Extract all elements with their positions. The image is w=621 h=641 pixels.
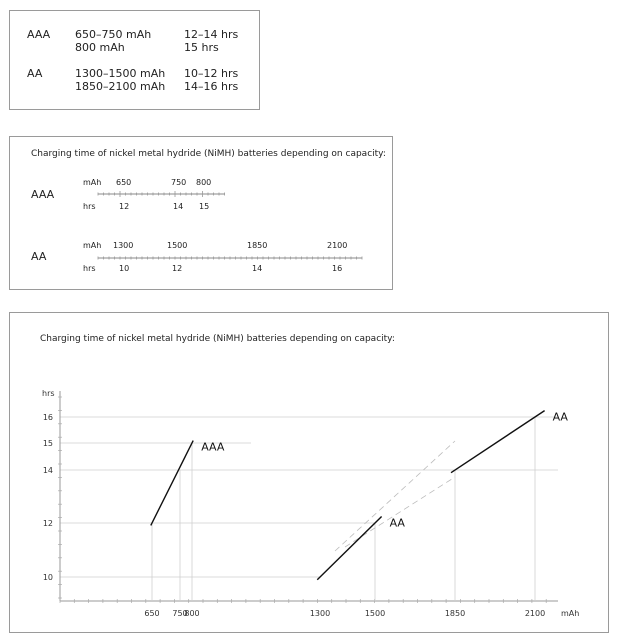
scale-type-aa: AA bbox=[31, 250, 47, 263]
capacity-table-panel bbox=[9, 10, 260, 110]
y-tick-label: 14 bbox=[42, 466, 53, 475]
table-time-aaa-2: 15 hrs bbox=[184, 41, 219, 54]
scale-aaa-hrs-14: 14 bbox=[173, 202, 184, 211]
y-tick-label: 15 bbox=[42, 439, 53, 448]
scale-aaa-mah-750: 750 bbox=[171, 178, 187, 187]
table-time-aa-2: 14–16 hrs bbox=[184, 80, 239, 93]
x-tick-label: 650 bbox=[144, 609, 160, 618]
table-time-aaa-1: 12–14 hrs bbox=[184, 28, 239, 41]
table-type-aaa: AAA bbox=[27, 28, 51, 41]
series-label-0: AAA bbox=[201, 440, 225, 454]
scale-aa-hrs-14: 14 bbox=[252, 264, 263, 273]
scale-aaa-mah-800: 800 bbox=[196, 178, 212, 187]
scale-aaa-hrs-12: 12 bbox=[119, 202, 130, 211]
x-tick-label: 800 bbox=[184, 609, 200, 618]
charging-chart-panel bbox=[9, 312, 609, 633]
x-tick-label: 1850 bbox=[444, 609, 466, 618]
series-line-aaa-0 bbox=[151, 441, 193, 526]
scale-aa-mah-2100: 2100 bbox=[327, 241, 348, 250]
series-label-2: AA bbox=[552, 410, 568, 424]
table-capacity-aaa-1: 650–750 mAh bbox=[75, 28, 152, 41]
scales-title: Charging time of nickel metal hydride (NiMH) batteries depending on capacity: bbox=[31, 149, 386, 159]
x-tick-label: 1300 bbox=[309, 609, 331, 618]
scale-aa-unit-hrs: hrs bbox=[83, 264, 96, 273]
dashed-guide bbox=[335, 441, 455, 551]
table-capacity-aa-1: 1300–1500 mAh bbox=[75, 67, 166, 80]
series-label-1: AA bbox=[389, 516, 405, 530]
scale-aaa-hrs-15: 15 bbox=[199, 202, 210, 211]
scale-aa-mah-1300: 1300 bbox=[113, 241, 134, 250]
charging-chart bbox=[10, 313, 610, 634]
table-capacity-aa-2: 1850–2100 mAh bbox=[75, 80, 166, 93]
scale-aaa-unit-hrs: hrs bbox=[83, 202, 96, 211]
scale-aa-hrs-10: 10 bbox=[119, 264, 130, 273]
scale-type-aaa: AAA bbox=[31, 188, 55, 201]
x-tick-label: 1500 bbox=[364, 609, 386, 618]
table-type-aa: AA bbox=[27, 67, 43, 80]
scale-aaa-unit-mah: mAh bbox=[83, 178, 102, 187]
y-tick-label: 10 bbox=[42, 573, 53, 582]
series-line-aa-1 bbox=[317, 517, 381, 580]
x-axis-label: mAh bbox=[561, 609, 580, 618]
y-tick-label: 12 bbox=[42, 519, 53, 528]
scale-aa-mah-1850: 1850 bbox=[247, 241, 268, 250]
table-capacity-aaa-2: 800 mAh bbox=[75, 41, 125, 54]
x-tick-label: 750 bbox=[172, 609, 188, 618]
scale-aa-mah-1500: 1500 bbox=[167, 241, 188, 250]
y-tick-label: 16 bbox=[42, 413, 53, 422]
series-line-aa-2 bbox=[451, 411, 545, 473]
y-axis-label: hrs bbox=[42, 389, 55, 398]
scale-aa-ruler bbox=[10, 137, 394, 291]
scale-aa-hrs-16: 16 bbox=[332, 264, 343, 273]
capacity-scales-panel bbox=[9, 136, 393, 290]
table-time-aa-1: 10–12 hrs bbox=[184, 67, 239, 80]
scale-aa-hrs-12: 12 bbox=[172, 264, 183, 273]
chart-title: Charging time of nickel metal hydride (NiMH) batteries depending on capacity: bbox=[40, 334, 395, 344]
scale-aaa-mah-650: 650 bbox=[116, 178, 132, 187]
scale-aa-unit-mah: mAh bbox=[83, 241, 102, 250]
x-tick-label: 2100 bbox=[524, 609, 546, 618]
